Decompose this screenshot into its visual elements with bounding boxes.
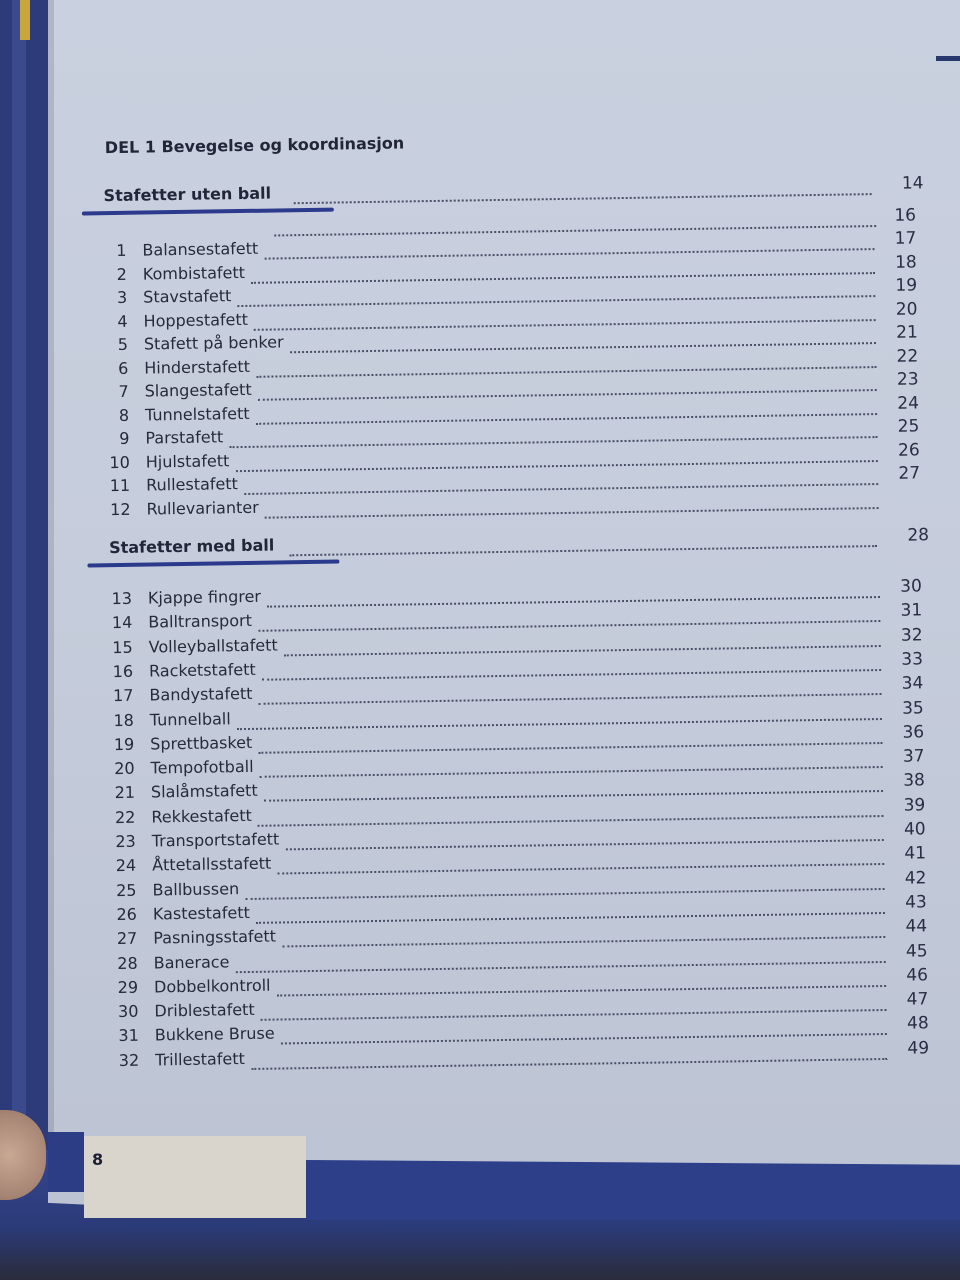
toc-page-ref: 21 xyxy=(896,322,919,343)
toc-entry-number: 2 xyxy=(116,264,127,284)
toc-page-ref: 20 xyxy=(895,298,918,320)
toc-entry-title: Rullestafett xyxy=(146,474,239,495)
dot-leader xyxy=(294,191,872,204)
toc-page-ref: 31 xyxy=(900,600,923,622)
toc-entry-number: 17 xyxy=(112,685,134,706)
toc-entry-number: 1 xyxy=(116,240,127,260)
toc-entry-title: Slalåmstafett xyxy=(150,781,258,802)
toc-entry-title: Balansestafett xyxy=(142,238,259,260)
toc-entry-title: Kjappe fingrer xyxy=(147,586,262,608)
toc-entry-title: Åttetallsstafett xyxy=(151,853,272,875)
toc-entry-number: 5 xyxy=(117,334,129,354)
toc-page-ref: 41 xyxy=(904,843,927,864)
toc-entry-number: 30 xyxy=(117,1001,139,1022)
toc-entry-title: Hoppestafett xyxy=(143,309,249,331)
toc-page-ref: 36 xyxy=(902,722,925,743)
section-label: Stafetter uten ball xyxy=(103,183,272,206)
toc-entry-title: Transportstafett xyxy=(151,829,280,851)
toc-entry-title: Slangestafett xyxy=(144,379,252,401)
toc-page-ref: 19 xyxy=(895,275,918,296)
toc-page-ref: 27 xyxy=(898,463,921,484)
toc-page-ref: 33 xyxy=(901,649,924,670)
toc-entry-number: 6 xyxy=(117,358,129,378)
toc-page-ref: 46 xyxy=(906,965,929,986)
toc-entry-number: 12 xyxy=(110,499,131,519)
section-page-ref: 14 xyxy=(901,173,924,194)
toc-entry-number: 18 xyxy=(113,710,134,730)
toc-page-ref: 45 xyxy=(905,940,928,962)
toc-entry-title: Rullevarianter xyxy=(146,497,259,519)
toc-page-ref: 25 xyxy=(897,416,920,437)
toc-entry-title: Ballbussen xyxy=(152,878,240,900)
toc-entry-number: 23 xyxy=(115,831,136,852)
toc-page-ref: 35 xyxy=(901,697,924,719)
toc-entry-title: Rekkestafett xyxy=(151,805,252,827)
toc-entry-number: 28 xyxy=(117,953,138,973)
toc-entry-number: 15 xyxy=(112,637,133,657)
toc-entry-number: 22 xyxy=(114,807,136,827)
toc-entry-title: Kastestafett xyxy=(152,902,250,924)
section-underline xyxy=(87,560,339,568)
toc-page-ref: 24 xyxy=(897,392,920,414)
toc-page-ref: 43 xyxy=(905,892,927,913)
section-heading-med-ball xyxy=(108,525,930,564)
toc-entry-title: Driblestafett xyxy=(154,999,255,1021)
toc-page-ref: 47 xyxy=(906,989,929,1010)
footer-tab xyxy=(48,1132,84,1192)
toc-entry-number: 13 xyxy=(111,588,133,609)
toc-entry-number: 27 xyxy=(116,928,138,949)
toc-page-ref: 32 xyxy=(900,624,923,646)
toc-heading: DEL 1 Bevegelse og koordinasjon xyxy=(104,133,405,158)
toc-entry-title: Tunnelstafett xyxy=(144,403,250,425)
footer-cover-strip xyxy=(306,1160,960,1220)
toc-entry-title: Stafett på benker xyxy=(143,332,284,354)
toc-entry-title: Volleyballstafett xyxy=(148,635,278,657)
toc-entry-title: Banerace xyxy=(153,951,230,972)
toc-entry-title: Pasningsstafett xyxy=(153,926,277,948)
toc-entry-number: 31 xyxy=(118,1026,139,1046)
dot-leader xyxy=(251,1056,887,1070)
toc-page-ref: 34 xyxy=(901,673,924,694)
toc-page-ref: 42 xyxy=(904,867,927,889)
dot-leader xyxy=(265,505,879,519)
toc-entry-number: 10 xyxy=(109,452,130,472)
toc-entry-number: 19 xyxy=(113,734,135,754)
toc-page-ref: 40 xyxy=(903,819,926,840)
toc-page-ref: 30 xyxy=(900,576,922,597)
toc-entry-number: 24 xyxy=(115,856,137,876)
toc-entry-number: 3 xyxy=(116,287,128,307)
toc-entry-title: Balltransport xyxy=(148,611,253,632)
toc-entry-title: Racketstafett xyxy=(148,659,256,681)
page-number: 8 xyxy=(92,1150,104,1169)
toc-entry-title: Hinderstafett xyxy=(144,356,251,378)
toc-entry-number: 9 xyxy=(119,428,130,448)
toc-entry-title: Tunnelball xyxy=(149,708,231,730)
toc-entry-number: 21 xyxy=(114,783,136,803)
toc-page-ref: 44 xyxy=(905,916,928,937)
toc-page-ref: 37 xyxy=(902,746,925,767)
toc-entry-number: 11 xyxy=(109,475,131,496)
toc-page-ref: 39 xyxy=(903,795,926,816)
toc-entry-title: Sprettbasket xyxy=(150,732,253,754)
section-label: Stafetter med ball xyxy=(108,535,275,558)
toc-page-ref: 22 xyxy=(896,345,919,367)
toc-page-ref: 38 xyxy=(903,770,926,792)
toc-entry-number: 16 xyxy=(112,661,134,681)
toc-page-ref: 17 xyxy=(894,228,917,249)
toc-page-ref: 23 xyxy=(896,369,919,390)
toc-entry-title: Stavstafett xyxy=(143,286,232,307)
toc-entry-number: 25 xyxy=(116,880,137,900)
toc-entry-title: Bukkene Bruse xyxy=(154,1023,275,1045)
toc-entry-number: 26 xyxy=(116,904,138,924)
toc-entry-number: 14 xyxy=(111,613,133,633)
toc-entry-number: 29 xyxy=(117,977,139,997)
toc-entry-number: 32 xyxy=(118,1050,140,1070)
toc-entry-title: Hjulstafett xyxy=(145,450,230,472)
toc-page-ref: 16 xyxy=(894,205,917,226)
footer-strip xyxy=(84,1136,306,1218)
toc-page-ref: 49 xyxy=(907,1038,930,1059)
toc-entry-title: Trillestafett xyxy=(155,1048,245,1070)
toc-page-ref: 48 xyxy=(906,1013,929,1035)
toc-entry-title: Parstafett xyxy=(145,427,224,448)
toc-entry-number: 20 xyxy=(114,758,135,779)
toc-entry-title: Tempofotball xyxy=(150,756,254,778)
dot-leader xyxy=(289,543,877,556)
toc-entry-number: 8 xyxy=(118,405,130,425)
toc-entry-number: 7 xyxy=(118,381,129,401)
toc-entry-title: Kombistafett xyxy=(142,262,246,284)
toc-entry-number: 4 xyxy=(117,311,128,331)
toc-entry-title: Dobbelkontroll xyxy=(153,975,271,997)
toc-page-ref: 26 xyxy=(897,439,920,461)
toc-page-ref: 18 xyxy=(894,251,917,273)
section-page-ref: 28 xyxy=(907,525,930,546)
toc-entry-title: Bandystafett xyxy=(149,684,253,705)
